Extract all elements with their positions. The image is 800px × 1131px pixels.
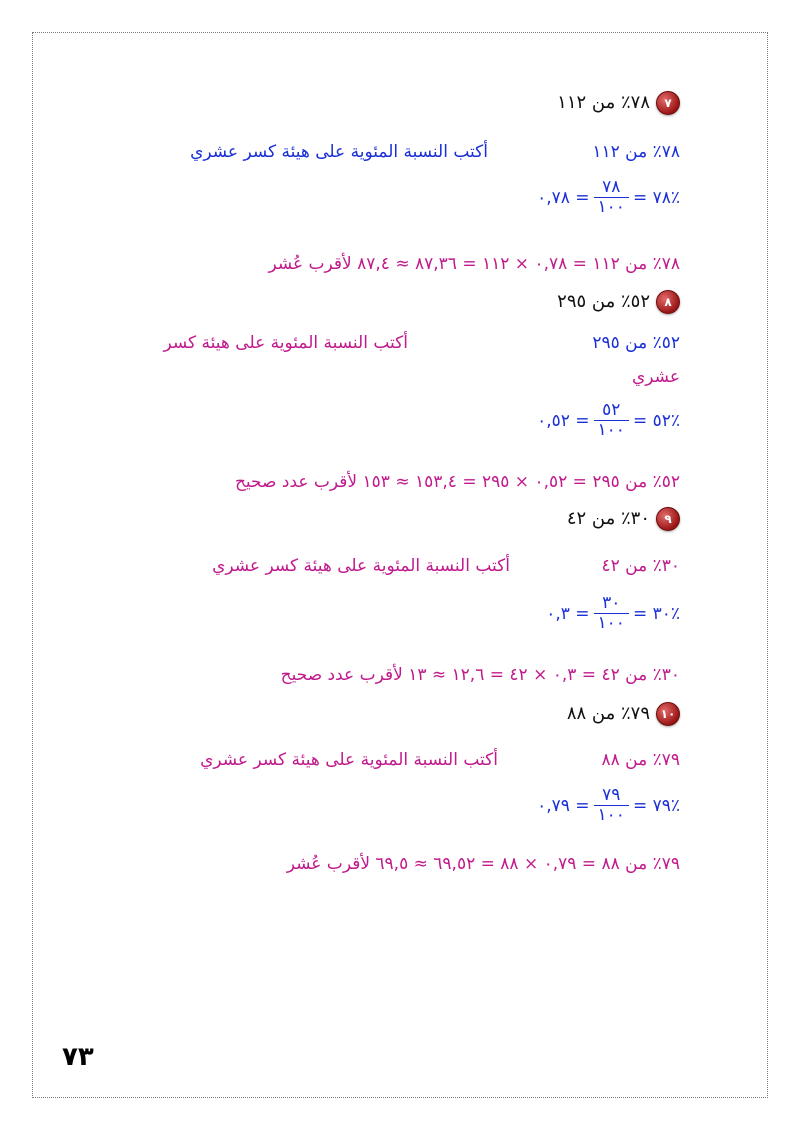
fraction-denominator: ١٠٠ bbox=[594, 197, 629, 217]
fraction-numerator: ٣٠ bbox=[602, 593, 621, 613]
eq-decimal: ٠,٧٩ bbox=[537, 795, 570, 816]
result-line: ٣٠٪ من ٤٢ = ٠,٣ × ٤٢ = ١٢,٦ ≈ ١٣ لأقرب عدد صحيح bbox=[280, 665, 680, 685]
fraction bbox=[594, 178, 629, 217]
problem-heading bbox=[557, 91, 680, 115]
fraction-numerator: ٥٢ bbox=[602, 400, 621, 420]
problem-heading bbox=[567, 702, 680, 726]
eq-decimal: ٠,٣ bbox=[546, 603, 570, 624]
problem-title: ٧٩٪ من ٨٨ bbox=[566, 703, 650, 724]
result-line: ٥٢٪ من ٢٩٥ = ٠,٥٢ × ٢٩٥ = ١٥٣,٤ ≈ ١٥٣ لأقرب عدد صحيح bbox=[234, 472, 680, 492]
eq-decimal: ٠,٧٨ bbox=[537, 187, 570, 208]
number-badge-icon: ١٠ bbox=[656, 702, 680, 726]
step-label: ٥٢٪ من ٢٩٥ bbox=[592, 333, 680, 353]
number-badge-icon: ٧ bbox=[656, 91, 680, 115]
instruction-text: أكتب النسبة المئوية على هيئة كسر عشري bbox=[190, 142, 488, 162]
fraction-denominator: ١٠٠ bbox=[594, 805, 629, 825]
fraction-denominator: ١٠٠ bbox=[594, 420, 629, 440]
eq-percent: ٪٧٨ bbox=[652, 187, 680, 208]
step-label: ٧٨٪ من ١١٢ bbox=[592, 142, 680, 162]
eq-percent: ٪٧٩ bbox=[652, 795, 680, 816]
fraction bbox=[594, 786, 629, 825]
result-line: ٧٩٪ من ٨٨ = ٠,٧٩ × ٨٨ = ٦٩,٥٢ ≈ ٦٩,٥ لأقرب عُشر bbox=[286, 854, 680, 874]
instruction-text: أكتب النسبة المئوية على هيئة كسر bbox=[163, 333, 408, 353]
fraction-equation: ٪٧٩ = $\frac{٧٩}{١٠٠}$ = ٠,٧٩ bbox=[537, 785, 680, 825]
fraction bbox=[594, 594, 629, 633]
step-label: ٧٩٪ من ٨٨ bbox=[601, 750, 680, 770]
problem-title: ٣٠٪ من ٤٢ bbox=[566, 508, 650, 529]
fraction-numerator: ٧٩ bbox=[602, 785, 621, 805]
number-badge-icon: ٩ bbox=[656, 507, 680, 531]
page-number: ٧٣ bbox=[62, 1042, 94, 1072]
problem-title: ٧٨٪ من ١١٢ bbox=[557, 92, 650, 113]
fraction-numerator: ٧٨ bbox=[602, 177, 621, 197]
eq-decimal: ٠,٥٢ bbox=[537, 410, 570, 431]
fraction-equation: ٪٥٢ = $\frac{٥٢}{١٠٠}$ = ٠,٥٢ bbox=[537, 400, 680, 440]
problem-heading bbox=[557, 290, 680, 314]
fraction-denominator: ١٠٠ bbox=[594, 613, 629, 633]
step-label: ٣٠٪ من ٤٢ bbox=[601, 556, 680, 576]
instruction-text: أكتب النسبة المئوية على هيئة كسر عشري bbox=[200, 750, 498, 770]
instruction-text: أكتب النسبة المئوية على هيئة كسر عشري bbox=[212, 556, 510, 576]
result-line: ٧٨٪ من ١١٢ = ٠,٧٨ × ١١٢ = ٨٧,٣٦ ≈ ٨٧,٤ لأقرب عُشر bbox=[268, 254, 680, 274]
number-badge-icon: ٨ bbox=[656, 290, 680, 314]
problem-title: ٥٢٪ من ٢٩٥ bbox=[557, 291, 650, 312]
fraction-equation: ٪٧٨ = $\frac{٧٨}{١٠٠}$ = ٠,٧٨ bbox=[537, 177, 680, 217]
eq-percent: ٪٥٢ bbox=[652, 410, 680, 431]
instruction-text-continued: عشري bbox=[632, 367, 680, 387]
eq-percent: ٪٣٠ bbox=[652, 603, 680, 624]
fraction bbox=[594, 401, 629, 440]
problem-heading bbox=[567, 507, 680, 531]
fraction-equation: ٪٣٠ = $\frac{٣٠}{١٠٠}$ = ٠,٣ bbox=[546, 593, 680, 633]
